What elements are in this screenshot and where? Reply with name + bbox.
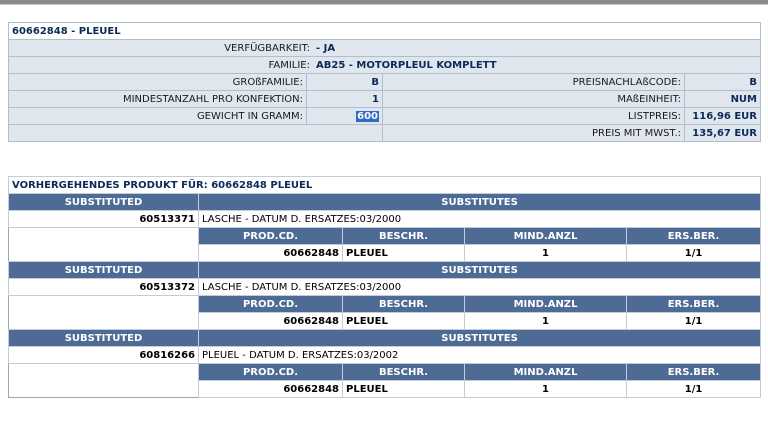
prod-code: 60662848 [199, 381, 343, 398]
substitutes-column-header-row [9, 228, 761, 245]
mindestanzahl-label: MINDESTANZAHL PRO KONFEKTION: [9, 91, 307, 108]
substitution-title: VORHERGEHENDES PRODUKT FÜR: 60662848 PLEUEL [9, 177, 761, 194]
substituted-description: LASCHE - DATUM D. ERSATZES:03/2000 [199, 211, 761, 228]
spacer-cell [9, 364, 199, 381]
familie-value: AB25 - MOTORPLEUL KOMPLETT [313, 57, 760, 73]
substitutes-header: SUBSTITUTES [199, 262, 761, 279]
gewicht-label: GEWICHT IN GRAMM: [9, 108, 307, 125]
substitutes-header: SUBSTITUTES [199, 194, 761, 211]
col-beschr-header: BESCHR. [343, 228, 465, 245]
empty-cell [9, 125, 383, 142]
table-row [9, 313, 761, 330]
col-mind-header: MIND.ANZL [465, 228, 627, 245]
beschr: PLEUEL [343, 313, 465, 330]
col-ers-header: ERS.BER. [627, 364, 761, 381]
ers-ber: 1/1 [627, 245, 761, 262]
col-ers-header: ERS.BER. [627, 296, 761, 313]
product-title: 60662848 - PLEUEL [9, 23, 761, 40]
mindestanzahl-value: 1 [307, 91, 383, 108]
substituted-header: SUBSTITUTED [9, 330, 199, 347]
verfuegbarkeit-label: VERFÜGBARKEIT: [9, 40, 313, 56]
familie-label: FAMILIE: [9, 57, 313, 73]
substitution-table [8, 176, 761, 398]
table-row [9, 381, 761, 398]
substituted-row [9, 211, 761, 228]
col-prod-header: PROD.CD. [199, 228, 343, 245]
substituted-description: PLEUEL - DATUM D. ERSATZES:03/2002 [199, 347, 761, 364]
listpreis-value: 116,96 EUR [685, 108, 761, 125]
table-row [9, 245, 761, 262]
window-top-border [0, 0, 768, 5]
substitution-header-row [9, 330, 761, 347]
grossfamilie-value: B [307, 74, 383, 91]
spacer-cell [9, 381, 199, 398]
masseinheit-label: MAßEINHEIT: [383, 91, 685, 108]
mwst-value: 135,67 EUR [685, 125, 761, 142]
substituted-header: SUBSTITUTED [9, 194, 199, 211]
gewicht-value[interactable]: 600 [357, 110, 378, 122]
prod-code: 60662848 [199, 245, 343, 262]
listpreis-label: LISTPREIS: [383, 108, 685, 125]
substitution-header-row [9, 194, 761, 211]
spacer-cell [9, 245, 199, 262]
col-ers-header: ERS.BER. [627, 228, 761, 245]
ers-ber: 1/1 [627, 313, 761, 330]
col-beschr-header: BESCHR. [343, 364, 465, 381]
substituted-header: SUBSTITUTED [9, 262, 199, 279]
mind-anzl: 1 [465, 381, 627, 398]
substitutes-column-header-row [9, 364, 761, 381]
substitutes-header: SUBSTITUTES [199, 330, 761, 347]
mwst-label: PREIS MIT MWST.: [383, 125, 685, 142]
grossfamilie-label: GROßFAMILIE: [9, 74, 307, 91]
substituted-code: 60513371 [9, 211, 199, 228]
col-beschr-header: BESCHR. [343, 296, 465, 313]
col-mind-header: MIND.ANZL [465, 296, 627, 313]
substituted-row [9, 279, 761, 296]
col-prod-header: PROD.CD. [199, 296, 343, 313]
spacer-cell [9, 228, 199, 245]
preisnachlass-label: PREISNACHLAßCODE: [383, 74, 685, 91]
spacer-cell [9, 296, 199, 313]
spacer-cell [9, 313, 199, 330]
preisnachlass-value: B [685, 74, 761, 91]
product-info-table [8, 22, 761, 142]
prod-code: 60662848 [199, 313, 343, 330]
substituted-code: 60513372 [9, 279, 199, 296]
beschr: PLEUEL [343, 245, 465, 262]
mind-anzl: 1 [465, 313, 627, 330]
substituted-code: 60816266 [9, 347, 199, 364]
substituted-description: LASCHE - DATUM D. ERSATZES:03/2000 [199, 279, 761, 296]
substitutes-column-header-row [9, 296, 761, 313]
beschr: PLEUEL [343, 381, 465, 398]
mind-anzl: 1 [465, 245, 627, 262]
masseinheit-value: NUM [685, 91, 761, 108]
col-mind-header: MIND.ANZL [465, 364, 627, 381]
verfuegbarkeit-value: - JA [313, 40, 760, 56]
ers-ber: 1/1 [627, 381, 761, 398]
substitution-header-row [9, 262, 761, 279]
col-prod-header: PROD.CD. [199, 364, 343, 381]
substituted-row [9, 347, 761, 364]
